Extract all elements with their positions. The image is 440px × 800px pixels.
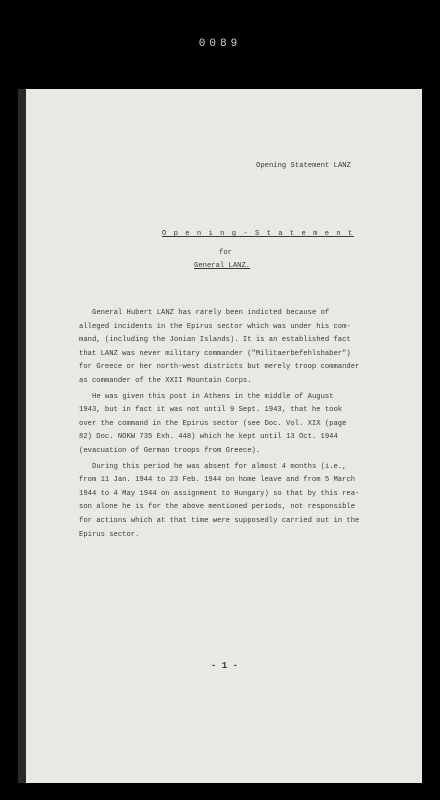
text-line: that LANZ was never military commander ("Militaerbefehlshaber") [79,349,351,358]
text-line: 1944 to 4 May 1944 on assignment to Hungary) so that by this rea- [79,489,360,498]
text-line: General Hubert LANZ has rarely been indicted because of [92,309,330,317]
paragraph [79,391,399,459]
document-page [26,89,422,783]
text-line: mand, (including the Jonian Islands). It is an established fact [79,336,351,345]
text-line: over the command in the Epirus sector (see Doc. Vol. XIX (page [79,419,347,428]
document-header: Opening Statement LANZ [256,162,351,170]
text-line: alleged incidents in the Epirus sector which was under his com- [79,322,351,331]
text-line: for Greece or her north-west districts but merely troop commander [79,363,360,372]
text-line: for actions which at that time were supposedly carried out in the [79,516,360,525]
document-title: O p e n i n g - S t a t e m e n t [162,230,354,238]
text-line: 1943, but in fact it was not until 9 Sept. 1943, that he took [79,406,343,415]
paragraph [79,307,399,389]
title-for-label: for [219,249,232,257]
page-number: - 1 - [211,661,239,671]
text-line: Epirus sector. [79,530,140,539]
text-line: son alone he is for the above mentioned periods, not responsible [79,503,356,512]
text-line: During this period he was absent for almost 4 months (i.e., [92,462,347,471]
document-subtitle: General LANZ. [194,262,251,270]
text-line: He was given this post in Athens in the middle of August [92,392,334,401]
document-body [79,307,399,544]
paragraph [79,461,399,543]
text-line: as commander of the XXII Mountain Corps. [79,376,252,385]
text-line: (evacuation of German troops from Greece). [79,446,261,455]
text-line: from 11 Jan. 1944 to 23 Feb. 1944 on home leave and from 5 March [79,476,356,485]
microfilm-frame-number: 0089 [198,38,242,50]
text-line: 82) Doc. NOKW 735 Exh. 448) which he kept until 13 Oct. 1944 [79,433,338,442]
